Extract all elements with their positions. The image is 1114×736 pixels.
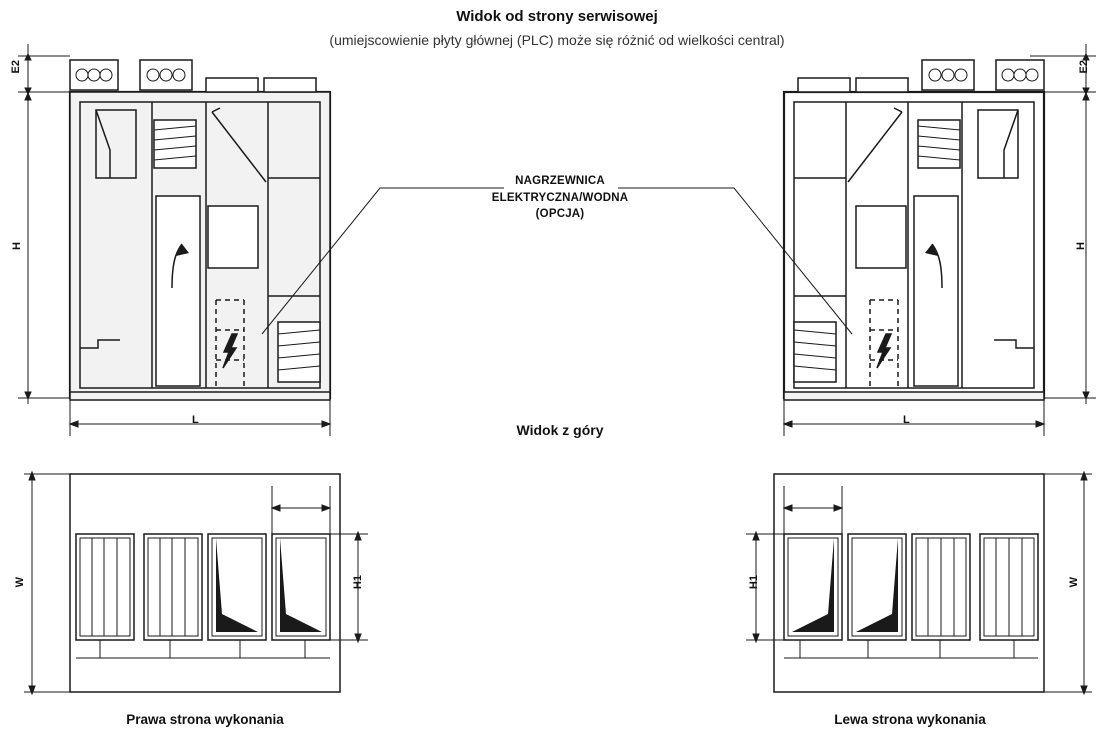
left-unit-top-view: [24, 472, 368, 694]
caption-right-hand-version: Prawa strona wykonania: [126, 712, 284, 727]
right-unit-front-view: [784, 44, 1096, 436]
dim-e2-right: E2: [1078, 60, 1090, 74]
callout-line-1: NAGRZEWNICA: [515, 175, 605, 187]
page-subtitle: (umiejscowienie płyty głównej (PLC) może się różnić od wielkości central): [329, 32, 785, 48]
dim-h-right: H: [1075, 242, 1087, 250]
callout-line-2: ELEKTRYCZNA/WODNA: [491, 191, 629, 204]
left-unit-front-view: [18, 44, 330, 436]
caption-left-hand-version: Lewa strona wykonania: [834, 712, 986, 727]
dim-h1-topright: H1: [748, 575, 760, 590]
callout-line-3: (OPCJA): [535, 208, 585, 221]
dim-h-left: H: [11, 242, 23, 250]
dim-h1-topleft: H1: [352, 575, 364, 590]
right-unit-top-view: [746, 472, 1092, 694]
dim-w-topright: W: [1068, 577, 1080, 588]
dim-l-right: L: [903, 414, 910, 426]
callout-leader-lines: [262, 188, 852, 334]
page-title: Widok od strony serwisowej: [456, 8, 658, 25]
dim-e2-left: E2: [10, 60, 22, 74]
dim-w-topleft: W: [14, 577, 26, 588]
dim-l-left: L: [192, 414, 199, 426]
top-view-label: Widok z góry: [516, 422, 604, 438]
